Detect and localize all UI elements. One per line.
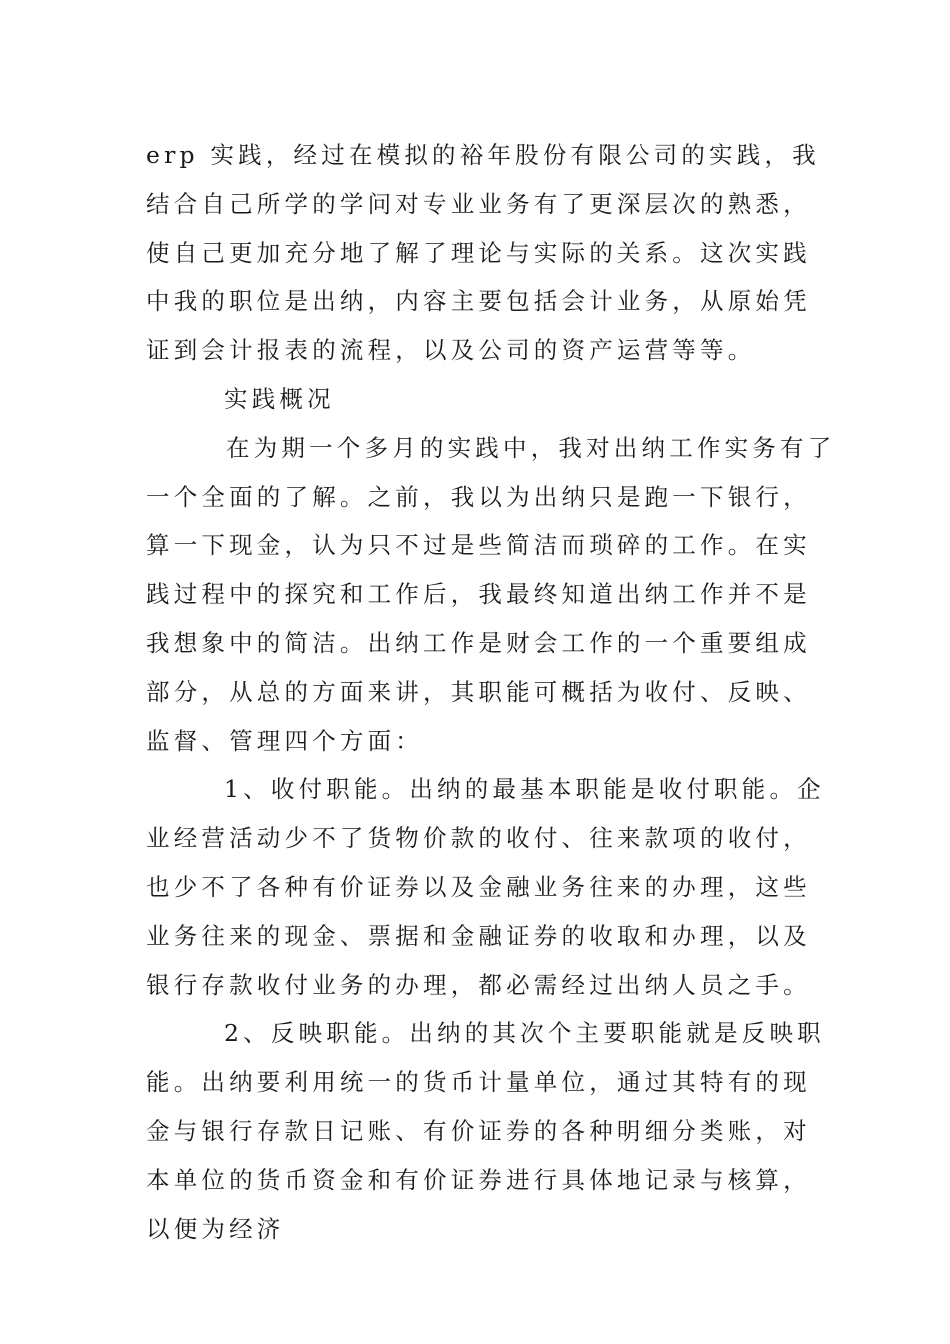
paragraph-overview: 在为期一个多月的实践中，我对出纳工作实务有了一个全面的了解。之前，我以为出纳只是跑一下银行，算一下现金，认为只不过是些简洁而琐碎的工作。在实践过程中的探究和工作后，我最终知道出纳工作并不是我想象中的简洁。出纳工作是财会工作的一个重要组成部分，从总的方面来讲，其职能可概括为收付、反映、监督、管理四个方面： [146, 433, 836, 755]
paragraph-payment-function: 1、收付职能。出纳的最基本职能是收付职能。企业经营活动少不了货物价款的收付、往来款项的收付，也少不了各种有价证券以及金融业务往来的办理，这些业务往来的现金、票据和金融证券的收取和办理，以及银行存款收付业务的办理，都必需经过出纳人员之手。 [146, 775, 825, 999]
section-heading: 实践概况 [224, 384, 335, 413]
paragraph-reflection-function: 2、反映职能。出纳的其次个主要职能就是反映职能。出纳要利用统一的货币计量单位，通过其特有的现金与银行存款日记账、有价证券的各种明细分类账，对本单位的货币资金和有价证券进行具体地记录与核算，以便为经济 [146, 1019, 825, 1243]
paragraph-intro: erp 实践，经过在模拟的裕年股份有限公司的实践，我结合自己所学的学问对专业业务有了更深层次的熟悉，使自己更加充分地了解了理论与实际的关系。这次实践中我的职位是出纳，内容主要包括会计业务，从原始凭证到会计报表的流程，以及公司的资产运营等等。 [146, 141, 820, 365]
document-body [146, 131, 836, 1253]
